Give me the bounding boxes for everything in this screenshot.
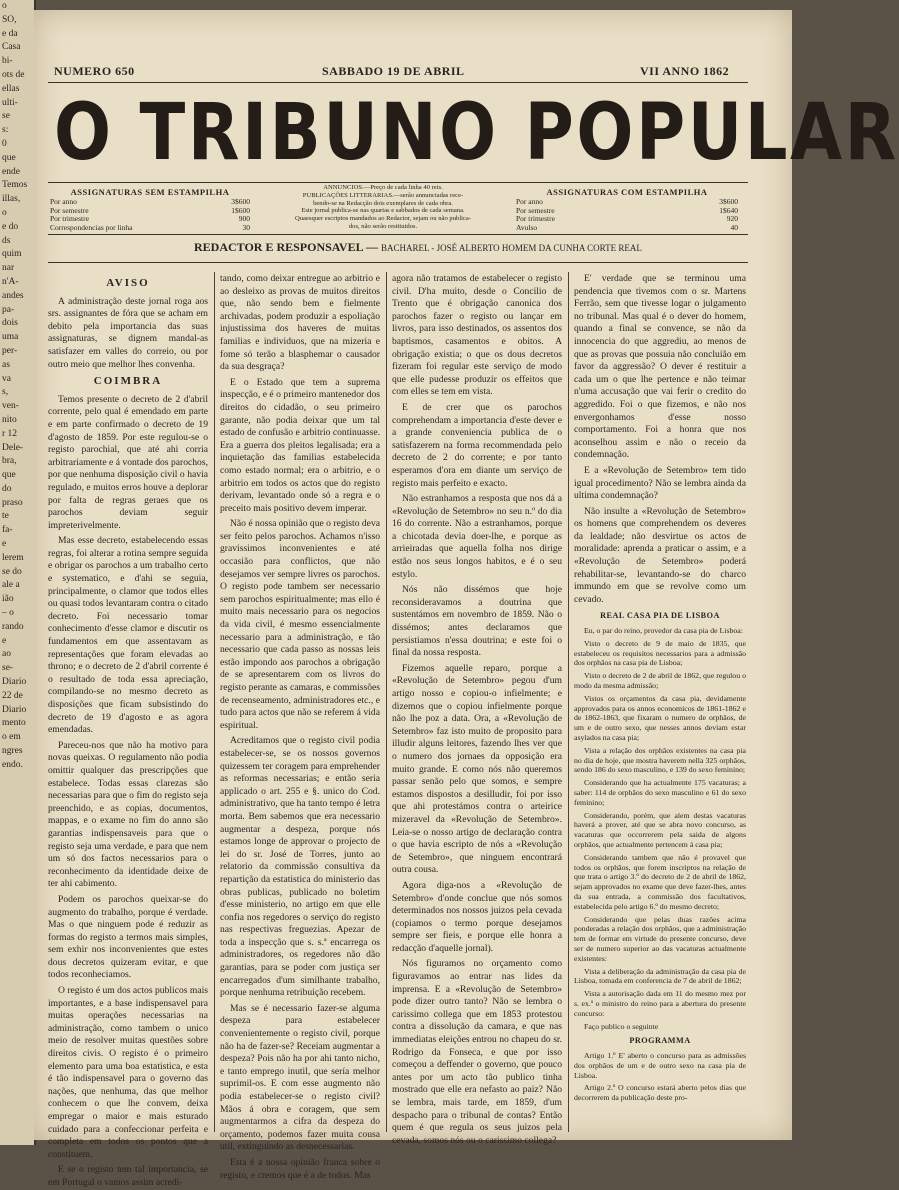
paragraph: Vista a relação dos orphãos existentes na casa pia no dia de hoje, que mostra haverem nella 325 orphãos, sendo 186 do sexo masculino, e 139 do sexo feminino;: [574, 745, 746, 775]
paragraph: Mas esse decreto, estabelecendo essas regras, foi alterar a rotina sempre seguida e obrigar os parochos a um trabalho certo e systematico, e d'ahi se seguia, principalmente, o clamor que todos elles ou quasi todos levantaram contra o citado decreto. Foi necessario tomar conhecimento d'esse clamor e discutir os fundamentos em que assentavam as representações que foram elevadas ao throno; e o decreto de 2 d'abril corrente é o resultado de toda essa apreciação, compilando-se no mesmo decreto as disposições que ficam subsistindo do decreto de 19 d'agosto e as agora emendadas.: [48, 535, 208, 736]
column-divider: [386, 272, 387, 1132]
strip-line: ds: [2, 235, 11, 246]
paragraph: Agora diga-nos a «Revolução de Setembro» d'onde conclue que nós somos determinados nos nossos juizos pela cevada (copiamos o termo porque desejamos sempre ser fieis, e porque elle honra a redacção d'aquelle jornal).: [392, 879, 562, 954]
strip-line: te: [2, 511, 9, 522]
strip-line: mento: [2, 718, 26, 729]
issue-number: NUMERO 650: [54, 64, 135, 78]
strip-line: s:: [2, 125, 9, 136]
column-1: [48, 273, 209, 1188]
paragraph: Não estranhamos a resposta que nos dá a «Revolução de Setembro» no seu n.º do dia 16 do corrente. Não a estranhamos, porque a chicotada devia doer-lhe, e porque as arrieiradas que aquella folha nos dirige estão nos seus longos habitos, e é o seu estylo.: [392, 493, 562, 580]
column-2: [220, 273, 380, 1181]
strip-line: Diario: [2, 704, 27, 715]
paragraph: Nós não dissémos que hoje reconsideravamos a doutrina que sustentámos em novembro de 1859. Não o dissémos; antes declaramos que persistiamos n'essa doutrina; e este foi o final da nossa resposta.: [392, 584, 562, 659]
strip-line: ião: [2, 594, 14, 605]
coimbra-heading: COIMBRA: [93, 375, 163, 388]
strip-line: va: [2, 373, 11, 384]
paragraph: E de crer que os parochos comprehendam a importancia d'este dever e a grande conveniencia publica de o satisfazerem na forma recommendada pelo decreto de 2 do corrente; e por tanto esperamos d'ora em diante um serviço de registo mais perfeito e exacto.: [392, 401, 562, 489]
paragraph: Considerando tambem que não é provavel que todos os orphãos, que forem inscriptos na relação de que trata o artigo 3.º do decreto de 2 de abril de 1862, sejam approvados no exame que deve fazer-lhes, antes da sua entrada, a commissão dos facultativos, estabelecida pelo artigo 6.º do mesmo decreto;: [574, 852, 746, 911]
casa-pia-heading: REAL CASA PIA DE LISBOA: [600, 611, 720, 621]
paragraph: E o Estado que tem a suprema inspecção, e é o primeiro mantenedor dos direitos do cidadão, o seu primeiro garante, não podia deixar que um tal estado de confusão e arbitrio continuasse. Era a guerra dos pleitos legalisada; era a inquietação das familias estabelecida como estado normal; era o arbitrio, e o arbitrio em todos os actos que do registo derivam, levantado onde só a regra e o preceito mais positivo devem imperar.: [220, 376, 380, 514]
paragraph: Esta é a nossa opinião franca sobre o registo, e cremos que é a de todos. Mas: [220, 1156, 380, 1181]
strip-line: e: [2, 539, 7, 550]
strip-line: e do: [2, 221, 19, 232]
strip-line: bra,: [2, 456, 17, 467]
subscription-row: Por semestre 1$640: [516, 205, 738, 215]
subscription-row: Por anno 3$600: [516, 197, 738, 207]
subscription-row: Correspondencias por linha 30: [50, 222, 250, 232]
paragraph: Faço publico o seguinte: [584, 1021, 659, 1031]
newspaper-title: O TRIBUNO POPULAR: [54, 88, 899, 178]
subscription-row: Por semestre 1$600: [50, 205, 250, 215]
paragraph: Pareceu-nos que não ha motivo para novas queixas. O regulamento não podia omittir qualquer das prescripções que estabelece. Todas essas clarezas são necessarias para que o fim do registo seja preenchido, e as copias, documentos, mappas, e o exame no fim do anno são garantias indispensaveis para que o registo seja uma verdade, e para que nem um só dos factos necessarios para o reconhecimento da identidade deixe de ter ahi cabimento.: [48, 739, 208, 890]
strip-line: dois: [2, 318, 18, 329]
paragraph: Nós figuramos no orçamento como figuravamos ao entrar nas lides da imprensa. E a «Revolução de Setembro» pode dizer outro tanto? Não se lembra o carissimo collega que em 1853 protestou contra a dissolução da camara, e que nas immediatas eleições entrou no chapeu do sr. Rodrigo da Fonseca, e que por isso começou a deffender o governo, que pouco antes por um acto tão publico tinha mostrado que elle era nefasto ao paiz? Não se lembra, mais tarde, em 1859, d'um despacho para o tribunal de contas? Então quem é que regula os seus juizos pela cevada, somos nós ou o carissimo collega?: [392, 958, 562, 1146]
strip-line: quim: [2, 249, 22, 260]
subscriptions-left-heading: ASSIGNATURAS SEM ESTAMPILHA: [70, 187, 230, 197]
strip-line: ots de: [2, 69, 25, 80]
editor-line: [194, 240, 754, 255]
strip-line: endo.: [2, 759, 23, 770]
subscription-row: Por trimestre 900: [50, 214, 250, 224]
paragraph: Temos presente o decreto de 2 d'abril corrente, pelo qual é emendado em parte e em parte confirmado o decreto de 19 d'agosto de 1859. Por este regulou-se o registo parochial, que até ahi corria arbitrariamente e á vontade dos parochos, por que nenhuma disposição civil o havia regulado, e muitos erros houve a deplorar por falta de regras geraes que os parochos deviam seguir impreterivelmente.: [48, 393, 208, 531]
paragraph: E' verdade que se terminou uma pendencia que tivemos com o sr. Martens Ferrão, sem que tivesse logar o julgamento no tribunal. Mas qual é o dever do homem, quando a final se convence, se não da innocencia do que aggrediu, ao menos de que as provas que possuia não concluião em favor da aggressão? O dever é restituir a cada um o que lhe pertence e não teimar n'uma accusação que vai ferir o credito do aggredido. Foi o que fizemos, e não nos envergonhamos d'esse nosso comportamento. Foi a honra que nos aconselhou assim e não o receio da condemnação.: [574, 273, 746, 461]
column-4: [574, 273, 746, 1133]
strip-line: Dele-: [2, 442, 24, 453]
paragraph: Vistos os orçamentos da casa pia, devidamente approvados para os annos economicos de 1861-1862 e de 1862-1863, que fixaram o numero de orphãos, de um e de outro sexo, que nesses annos deviam estar asylados na casa pia;: [574, 693, 746, 742]
strip-line: fa-: [2, 525, 13, 536]
strip-line: andes: [2, 290, 24, 301]
issue-date: SABBADO 19 DE ABRIL: [322, 64, 465, 78]
paragraph: A administração deste jornal roga aos srs. assignantes de fóra que se acham em debito pela importancia das suas assignaturas, se dignem mandal-as satisfazer em valles do correio, ou por outro meio que melhor lhes convenha.: [48, 295, 208, 370]
strip-line: pa-: [2, 304, 15, 315]
column-divider: [568, 272, 569, 1132]
paragraph: Acreditamos que o registo civil podia estabelecer-se, se os nossos governos quizessem ter coragem para emprehender as reformas necessarias; e então seria applicado o art. 255 e §. unico do Cod. administrativo, que ha tanto tempo é letra morta. Bem sabemos que era necessario augmentar a despeza, porque nós estamos longe de approvar o projecto de lei do sr. José de Torres, junto ao relatorio da commissão consultiva da repartição da estatistica do ministerio das obras publicas, publicado no boletim d'esse ministerio, no artigo em que elle confia nos regedores o serviço do registo nas respectivas freguezias. Apezar de toda a inspecção que s. s.ª encarrega os administradores, os regedores não dão garantias, para se poder com justiça ser encarregados d'um similhante trabalho, porque nenhuma retribuição recebem.: [220, 735, 380, 999]
strip-line: Temos: [2, 180, 28, 191]
newspaper-page: [34, 10, 899, 1188]
paragraph: Visto o decreto de 2 de abril de 1862, que regulou o modo da mesma admissão;: [574, 671, 746, 691]
strip-line: e: [2, 635, 7, 646]
strip-line: ende: [2, 166, 20, 177]
strip-line: r 12: [2, 428, 18, 439]
paragraph: E a «Revolução de Setembro» tem tido igual procedimento? Não se lembra ainda da ultima condemnação?: [574, 464, 746, 502]
strip-line: nito: [2, 414, 17, 425]
subscription-row: Por anno 3$600: [50, 197, 250, 207]
strip-line: Casa: [2, 42, 21, 53]
paragraph: O registo é um dos actos publicos mais importantes, e a base indispensavel para muitas operações necessarias na administração, como tambem o unico meio de resolver muitas questões sobre direitos civis. O registo é o primeiro elemento para uma boa estatistica, e esta é tão indispensavel para o governo das nações, que nenhuma, das que melhor conhecem o que lhe convem, deixa empregar o maior e mais esturado cuidado para a confeccionar perfeita e completa em todos os pontos que a constituem.: [48, 985, 209, 1160]
editor-label: REDACTOR E RESPONSAVEL —: [194, 240, 378, 254]
adjacent-page-strip: [0, 0, 36, 1145]
strip-line: nar: [2, 263, 15, 274]
subscription-row: Avulso 40: [516, 222, 738, 232]
issue-year: VII ANNO 1862: [640, 64, 730, 78]
strip-line: o em: [2, 732, 21, 743]
strip-line: SO,: [2, 14, 17, 25]
strip-line: n'A-: [2, 276, 19, 287]
programme-heading: PROGRAMMA: [629, 1036, 691, 1046]
paragraph: agora não tratamos de estabelecer o registo civil. D'ha muito, desde o Concilio de Trento que é obrigação canonica dos parochos fazer o registo ou lançar em livros, para isso destinados, os assentos dos baptismos, casamentos e obitos. A obrigação existia; o que os dous decretos fizeram foi regular este serviço de modo que elle pudesse produzir os effeitos que com elles se tem em vista.: [392, 273, 562, 398]
paragraph: Mas se é necessario fazer-se alguma despeza para estabelecer convenientemente o registo civil, porque não ha de fazer-se? Receiam augmentar a despeza? Pois não ha por ahi tanto nicho, e tanto emprego inutil, que sería melhor suprimil-os. E com esse augmento não podia estabelecer-se o registo civil? Mãos á obra e coragem, que sem augmentarmos a cifra da despeza do orçamento, podemos fazer muita cousa util, extinguindo as desnecessarias.: [220, 1002, 380, 1153]
paragraph: Vista a autorisação dada em 11 do mesmo mez por s. ex.ª o ministro do reino para a abertura do presente concurso:: [574, 989, 746, 1018]
subscriptions-without-stamp: [50, 188, 250, 232]
strip-line: se: [2, 111, 10, 122]
subscriptions-rule: [48, 234, 748, 235]
subscriptions-right-heading: ASSIGNATURAS COM ESTAMPILHA: [546, 187, 708, 197]
strip-line: s,: [2, 387, 9, 398]
title-rule: [48, 182, 748, 183]
paragraph: Fizemos aquelle reparo, porque a «Revolução de Setembro» pegou d'um artigo nosso e copiou-o infielmente; e dizemos que o copiou infielmente porque não lhe poz a data. Ora, a «Revolução de Setembro» faz isto muito de proposito para illudir alguns leitores, fazendo lhes ver que o numero dos jornaes da opposição era muito grande. E como nós não queremos passar senão pelo que somos, e sempre estamos dispostos a desilludir, foi por isso que ahi protestámos contra o arteirice mizeravel da «Revolução de Setembro». Leia-se o nosso artigo de declaração contra o que havia escripto de nós a «Revolução de Setembro», que ninguem encontrará outra cousa.: [392, 662, 562, 876]
strip-line: uma: [2, 332, 19, 343]
strip-line: ao: [2, 649, 11, 660]
strip-line: 0: [2, 138, 7, 149]
strip-line: bi-: [2, 56, 13, 67]
strip-line: o: [2, 207, 7, 218]
paragraph: Visto o decreto de 9 de maio de 1835, que estabeleceu os requisitos necessarios para a admissão dos orphãos na casa pia de Lisboa;: [574, 638, 746, 668]
strip-line: ulti-: [2, 97, 18, 108]
subscriptions-with-stamp: [516, 188, 738, 232]
paragraph: tando, como deixar entregue ao arbitrio e ao desleixo as provas de muitos direitos que, não sendo bem e fielmente archivadas, podem produzir a espoliação injustissima dos haveres de muitas familias e individuos, que na mizeria e fome só terão a blasphemar o causador da sua desgraça?: [220, 273, 380, 373]
strip-line: o: [2, 1, 7, 11]
strip-line: ale a: [2, 580, 20, 591]
strip-line: 22 de: [2, 690, 23, 701]
paragraph: Artigo 1.º E' aberto o concurso para as admissões dos orphãos de um e de outro sexo na casa pia de Lisboa.: [574, 1050, 746, 1080]
column-divider: [214, 272, 215, 1132]
strip-line: que: [2, 470, 16, 481]
subscription-row: Por trimestre 920: [516, 214, 738, 224]
paragraph: Não é nossa opinião que o registo deva ser feito pelos parochos. Achamos n'isso gravissimos inconvenientes e até occasião para conflictos, que não desejamos ver sempre livres os parochos. O registo pode tambem ser necessario sem parochos espiritualmente; mas ello é muito mais necessario para os negocios da vida civil, é mesmo essencialmente necessario para a administração, e tão necessario que cada passo as nossas leis estão impondo aos parochos a obrigação de se apresentarem com os livros do registo perante as camaras, e commissões de recenseamento, administradores etc., e tudo para actos que não se referem á vida espiritual.: [220, 518, 380, 731]
paragraph: Considerando que ha actualmente 175 vacaturas; a saber: 114 de orphãos do sexo masculino e 61 do sexo feminino;: [574, 778, 746, 807]
editor-rule: [48, 262, 748, 263]
advertising-notice: ANNUNCIOS.—Preço de cada linha 40 reis. PUBLICAÇÕES LITTERARIAS.—serão annunciadas rece- bendo-se na Redacção dois exemplares de cada obra. Este jornal publica-se nas quartas e sabbados de cada semana. Quaesquer escriptos mandados ao Redactor, sejam ou não publica- dos, não serão restituidos.: [294, 184, 472, 230]
strip-line: que: [2, 152, 16, 163]
strip-line: ngres: [2, 746, 23, 757]
strip-line: se do: [2, 566, 22, 577]
strip-line: se-: [2, 663, 14, 674]
paragraph: Eu, o par do reino, provedor da casa pia de Lisboa:: [584, 626, 743, 636]
column-3: [392, 273, 562, 1146]
strip-line: per-: [2, 345, 18, 356]
strip-line: illas,: [2, 194, 21, 205]
strip-line: Diario: [2, 677, 27, 688]
paragraph: E se o registo tem tal importancia, se em Portugal o vamos assim acredi-: [48, 1164, 208, 1188]
paragraph: Artigo 2.º O concurso estará aberto pelos dias que decorrerem da publicação deste pro-: [574, 1083, 746, 1103]
masthead-rule: [48, 82, 748, 83]
strip-line: ven-: [2, 401, 19, 412]
strip-line: rando: [2, 621, 24, 632]
strip-line: – o: [2, 608, 14, 619]
strip-line: ellas: [2, 83, 20, 94]
strip-line: do: [2, 483, 12, 494]
strip-line: praso: [2, 497, 23, 508]
paragraph: Considerando que pelas duas razões acima ponderadas a relação dos orphãos, que a administração tem de formar em virtude do presente concurso, deve ser de numero superior ao das vacaturas actualmente existentes:: [574, 914, 746, 963]
strip-line: e da: [2, 28, 18, 39]
masthead-info-line: [54, 64, 732, 84]
editor-name: BACHAREL - JOSÉ ALBERTO HOMEM DA CUNHA CORTE REAL: [380, 243, 642, 253]
paragraph: Não insulte a «Revolução de Setembro» os homens que comprehendem os deveres da lealdade; não desvirtue os actos de moralidade: aprenda a praticar o assim, e a «Revolução de Setembro» poderá rehabilitar-se, levantando-se do charco immundo em que se revolve como um cevado.: [574, 505, 746, 605]
strip-line: as: [2, 359, 10, 370]
notice-heading: AVISO: [106, 277, 150, 289]
paragraph: Vista a deliberação da administração da casa pia de Lisboa, tomada em conferencia de 7 de abril de 1862;: [574, 966, 746, 986]
paragraph: Podem os parochos queixar-se do augmento do trabalho, porque é verdade. Mas o que ninguem pode é reduzir as formas do registo a termos mais simples, sem exhir nos inconvenientes que estes dous decretos quizeram evitar, e que todos reconheciamos.: [48, 893, 208, 981]
paragraph: Considerando, porém, que alem destas vacaturas haverá a prover, até que se abra novo concurso, as vacaturas que occorrerem pela saida de algons orphãos, que actualmente pertencem á casa pia;: [574, 810, 746, 849]
strip-line: lerem: [2, 552, 24, 563]
